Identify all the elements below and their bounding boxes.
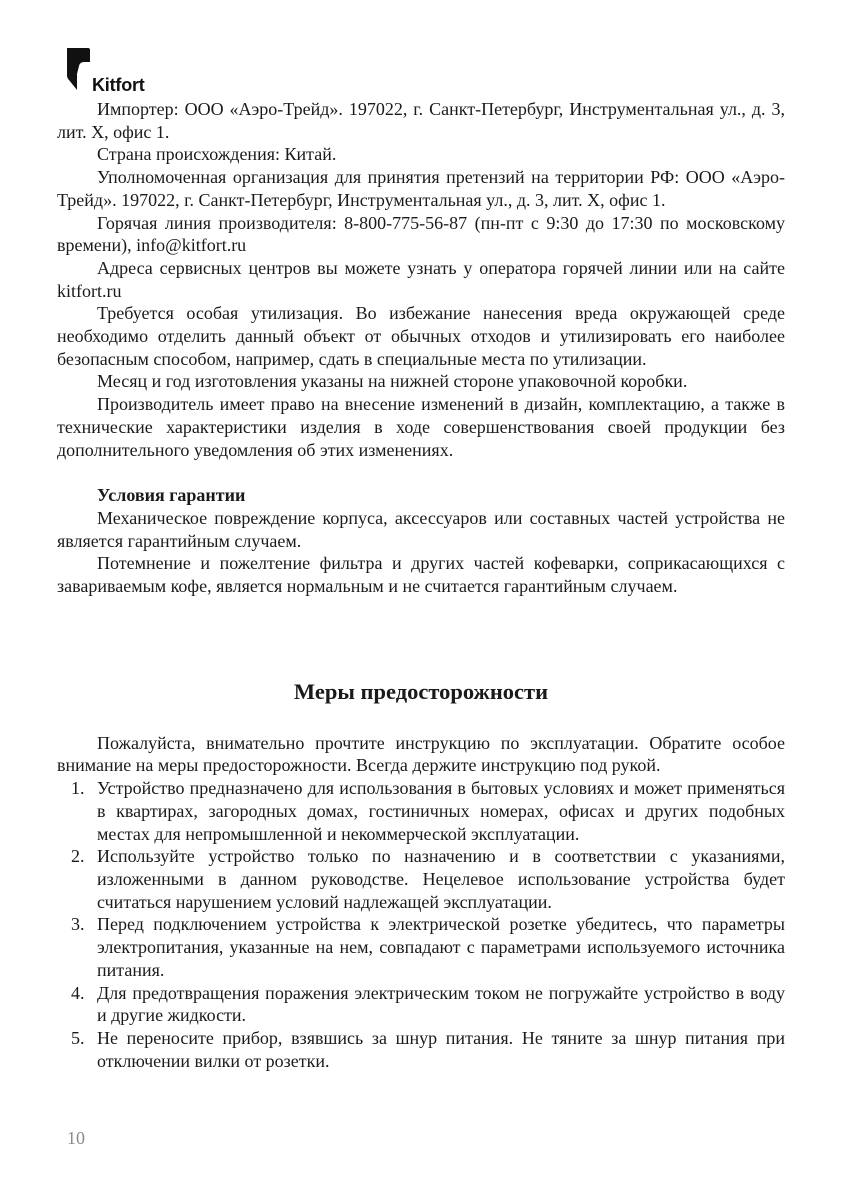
service-centers-paragraph: Адреса сервисных центров вы можете узнать у оператора горячей линии или на сайте kitfort.ru xyxy=(57,257,785,301)
origin-paragraph: Страна происхождения: Китай. xyxy=(97,144,337,165)
list-item xyxy=(57,845,785,913)
list-item-number: 4. xyxy=(71,982,85,1003)
precautions-intro: Пожалуйста, внимательно прочтите инструкцию по эксплуатации. Обратите особое внимание на меры предосторожности. Всегда держите инструкцию под рукой. xyxy=(57,732,785,776)
kitfort-logo-icon xyxy=(64,48,92,92)
list-item xyxy=(57,982,785,1027)
list-item-text: Для предотвращения поражения электрическим током не погружайте устройство в воду и другие жидкости. xyxy=(97,982,785,1026)
list-item xyxy=(57,1027,785,1072)
list-item-text: Устройство предназначено для использования в бытовых условиях и может применяться в квартирах, загородных домах, гостиничных номерах, офисах и других подобных местах для непромышленной и некоммерческой эксплуатации. xyxy=(97,778,785,844)
list-item-text: Используйте устройство только по назначению и в соответствии с указаниями, изложенными в данном руководстве. Нецелевое использование устройства будет считаться нарушением условий надлежащей эксплуатации. xyxy=(97,846,785,912)
claims-paragraph: Уполномоченная организация для принятия претензий на территории РФ: ООО «Аэро-Трейд». 197022, г. Санкт-Петербург, Инструментальная ул., д. 3, лит. Х, офис 1. xyxy=(57,167,785,210)
precautions-list xyxy=(57,777,785,1072)
importer-paragraph: Импортер: ООО «Аэро-Трейд». 197022, г. Санкт-Петербург, Инструментальная ул., д. 3, лит. Х, офис 1. xyxy=(57,99,785,142)
list-item-number: 5. xyxy=(71,1027,85,1048)
list-item-number: 3. xyxy=(71,914,85,935)
disposal-paragraph: Требуется особая утилизация. Во избежание нанесения вреда окружающей среде необходимо отделить данный объект от обычных отходов и утилизировать его наиболее безопасным способом, например, сдать в специальные места по утилизации. xyxy=(57,303,785,369)
list-item xyxy=(57,777,785,845)
page-number: 10 xyxy=(67,1128,85,1148)
hotline-paragraph: Горячая линия производителя: 8-800-775-56-87 (пн-пт с 9:30 до 17:30 по московскому времени), info@kitfort.ru xyxy=(57,212,785,256)
list-item-number: 1. xyxy=(71,778,85,799)
warranty-heading: Условия гарантии xyxy=(97,485,246,506)
manufacturer-rights-paragraph: Производитель имеет право на внесение изменений в дизайн, комплектацию, а также в технические характеристики изделия в ходе совершенствования своей продукции без дополнительного уведомления об этих изменениях. xyxy=(57,394,785,460)
warranty-paragraph: Механическое повреждение корпуса, аксессуаров или составных частей устройства не является гарантийным случаем. xyxy=(57,507,785,551)
brand-name: Kitfort xyxy=(92,75,145,95)
list-item xyxy=(57,913,785,981)
precautions-title: Меры предосторожности xyxy=(293,678,549,704)
list-item-text: Не переносите прибор, взявшись за шнур питания. Не тяните за шнур питания при отключении вилки от розетки. xyxy=(97,1027,785,1071)
list-item-text: Перед подключением устройства к электрической розетке убедитесь, что параметры электропитания, указанные на нем, совпадают с параметрами используемого источника питания. xyxy=(97,914,785,980)
kitfort-logo xyxy=(64,48,184,96)
list-item-number: 2. xyxy=(71,846,85,867)
manufacture-date-paragraph: Месяц и год изготовления указаны на нижней стороне упаковочной коробки. xyxy=(97,371,688,392)
page-content xyxy=(57,98,785,1072)
warranty-paragraph: Потемнение и пожелтение фильтра и других частей кофеварки, соприкасающихся с завариваемым кофе, является нормальным и не считается гарантийным случаем. xyxy=(57,553,785,597)
